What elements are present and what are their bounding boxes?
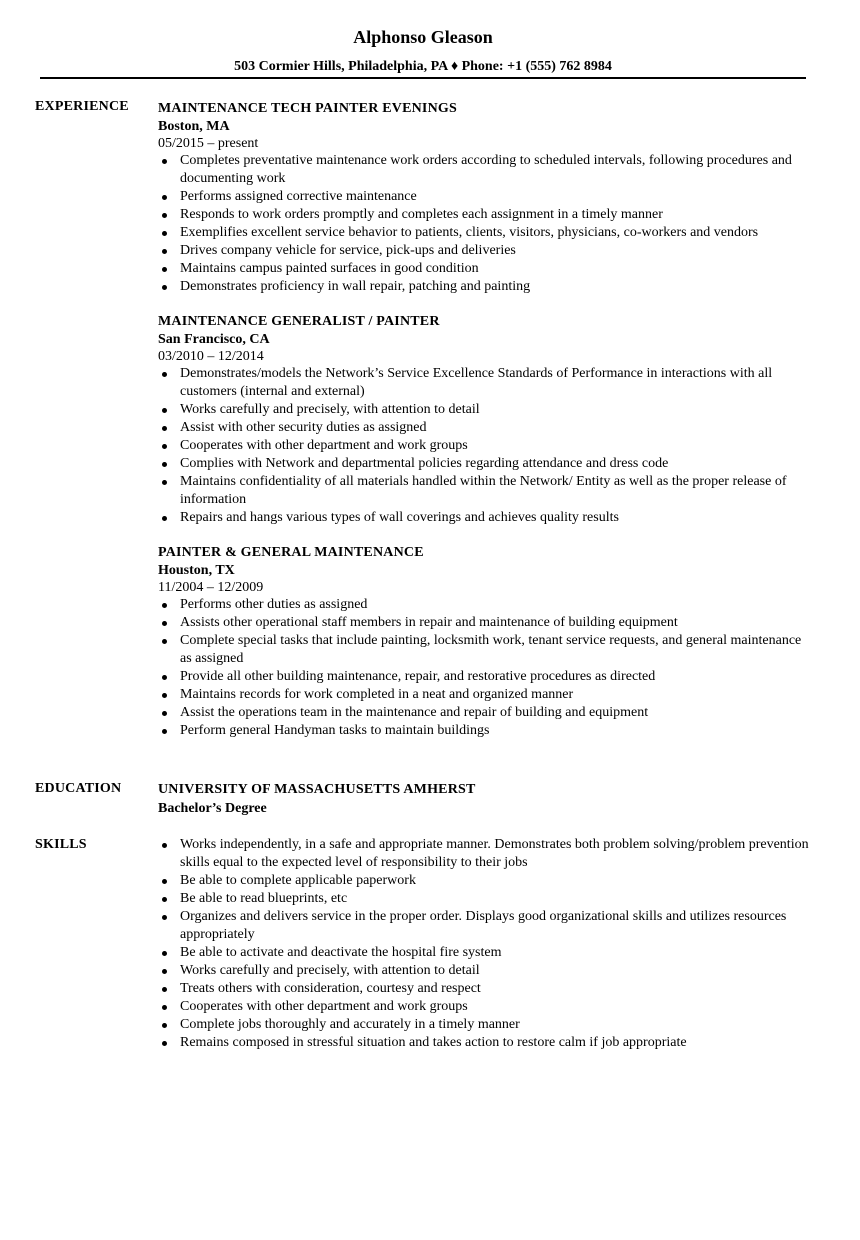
skill-text: Be able to activate and deactivate the hospital fire system — [180, 945, 502, 960]
duty-item — [158, 206, 810, 224]
job-title: MAINTENANCE TECH PAINTER EVENINGS — [158, 101, 457, 116]
duty-text: Demonstrates/models the Network’s Service Excellence Standards of Performance in interactions with all customers (internal and external) — [180, 366, 773, 399]
skill-item — [158, 980, 810, 998]
education-heading: EDUCATION — [35, 781, 122, 796]
duty-text: Complies with Network and departmental policies regarding attendance and dress code — [180, 456, 669, 471]
job-title: MAINTENANCE GENERALIST / PAINTER — [158, 314, 440, 329]
duty-text: Responds to work orders promptly and completes each assignment in a timely manner — [180, 207, 663, 222]
duty-text: Maintains confidentiality of all materials handled within the Network/ Entity as well as the proper release of information — [180, 474, 787, 507]
duty-text: Works carefully and precisely, with attention to detail — [180, 402, 480, 417]
bullet-icon — [162, 480, 167, 485]
header-divider — [40, 77, 806, 79]
experience-heading: EXPERIENCE — [35, 99, 129, 114]
duty-text: Performs assigned corrective maintenance — [180, 189, 417, 204]
bullet-icon — [162, 969, 167, 974]
job-dates: 05/2015 – present — [158, 136, 259, 151]
bullet-icon — [162, 408, 167, 413]
duty-item — [158, 365, 810, 401]
bullet-icon — [162, 231, 167, 236]
duty-item — [158, 437, 810, 455]
duty-text: Provide all other building maintenance, repair, and restorative procedures as directed — [180, 669, 656, 684]
bullet-icon — [162, 621, 167, 626]
skill-item — [158, 890, 810, 908]
bullet-icon — [162, 711, 167, 716]
skill-text: Treats others with consideration, courtesy and respect — [180, 981, 481, 996]
job-location: Boston, MA — [158, 119, 230, 134]
duty-text: Drives company vehicle for service, pick-ups and deliveries — [180, 243, 516, 258]
degree: Bachelor’s Degree — [158, 801, 267, 816]
skill-text: Remains composed in stressful situation and takes action to restore calm if job appropriate — [180, 1035, 687, 1050]
bullet-icon — [162, 1041, 167, 1046]
bullet-icon — [162, 195, 167, 200]
skills-section — [158, 836, 810, 1052]
duty-item — [158, 260, 810, 278]
skill-text: Works carefully and precisely, with attention to detail — [180, 963, 480, 978]
duty-item — [158, 473, 810, 509]
skill-item — [158, 872, 810, 890]
duty-item — [158, 509, 810, 527]
bullet-icon — [162, 159, 167, 164]
bullet-icon — [162, 879, 167, 884]
skill-item — [158, 1034, 810, 1052]
duty-text: Assist the operations team in the maintenance and repair of building and equipment — [180, 705, 649, 720]
skill-text: Complete jobs thoroughly and accurately in a timely manner — [180, 1017, 520, 1032]
skill-item — [158, 1016, 810, 1034]
bullet-icon — [162, 1005, 167, 1010]
job-location: San Francisco, CA — [158, 332, 270, 347]
experience-section — [158, 100, 810, 757]
bullet-icon — [162, 213, 167, 218]
job-dates: 11/2004 – 12/2009 — [158, 580, 264, 595]
duty-text: Maintains campus painted surfaces in good condition — [180, 261, 479, 276]
duty-item — [158, 152, 810, 188]
skill-item — [158, 962, 810, 980]
duty-item — [158, 686, 810, 704]
bullet-icon — [162, 1023, 167, 1028]
duty-text: Assist with other security duties as assigned — [180, 420, 427, 435]
skill-item — [158, 998, 810, 1016]
bullet-icon — [162, 372, 167, 377]
duty-text: Assists other operational staff members in repair and maintenance of building equipment — [180, 615, 678, 630]
school-name: UNIVERSITY OF MASSACHUSETTS AMHERST — [158, 782, 476, 797]
duty-text: Cooperates with other department and work groups — [180, 438, 468, 453]
duty-text: Maintains records for work completed in a neat and organized manner — [180, 687, 574, 702]
bullet-icon — [162, 267, 167, 272]
duty-item — [158, 242, 810, 260]
skill-item — [158, 836, 810, 872]
bullet-icon — [162, 444, 167, 449]
job-duties — [158, 596, 810, 740]
bullet-icon — [162, 639, 167, 644]
duty-item — [158, 596, 810, 614]
bullet-icon — [162, 426, 167, 431]
duty-text: Completes preventative maintenance work orders according to scheduled intervals, following procedures and documenting work — [180, 153, 792, 186]
duty-item — [158, 419, 810, 437]
duty-item — [158, 614, 810, 632]
duty-item — [158, 632, 810, 668]
duty-item — [158, 401, 810, 419]
bullet-icon — [162, 462, 167, 467]
bullet-icon — [162, 897, 167, 902]
contact-line: 503 Cormier Hills, Philadelphia, PA ♦ Phone: +1 (555) 762 8984 — [234, 59, 612, 74]
duty-text: Repairs and hangs various types of wall coverings and achieves quality results — [180, 510, 619, 525]
skill-text: Works independently, in a safe and appropriate manner. Demonstrates both problem solving/problem prevention skills equal to the expected level of responsibility to their jobs — [180, 837, 809, 870]
duty-text: Perform general Handyman tasks to maintain buildings — [180, 723, 490, 738]
job-entry — [158, 544, 810, 740]
bullet-icon — [162, 249, 167, 254]
job-location: Houston, TX — [158, 563, 235, 578]
job-dates: 03/2010 – 12/2014 — [158, 349, 264, 364]
bullet-icon — [162, 675, 167, 680]
bullet-icon — [162, 843, 167, 848]
bullet-icon — [162, 729, 167, 734]
bullet-icon — [162, 516, 167, 521]
duty-item — [158, 455, 810, 473]
skill-text: Be able to complete applicable paperwork — [180, 873, 416, 888]
skill-item — [158, 944, 810, 962]
duty-text: Performs other duties as assigned — [180, 597, 368, 612]
bullet-icon — [162, 693, 167, 698]
duty-item — [158, 668, 810, 686]
job-entry — [158, 313, 810, 527]
skill-item — [158, 908, 810, 944]
education-section — [158, 781, 810, 819]
duty-text: Complete special tasks that include painting, locksmith work, tenant service requests, and general maintenance as assigned — [180, 633, 802, 666]
skill-text: Organizes and delivers service in the proper order. Displays good organizational skills and utilizes resources appropriately — [180, 909, 787, 942]
duty-item — [158, 224, 810, 242]
skills-list — [158, 836, 810, 1052]
skill-text: Be able to read blueprints, etc — [180, 891, 348, 906]
duty-item — [158, 722, 810, 740]
bullet-icon — [162, 987, 167, 992]
skills-heading: SKILLS — [35, 837, 87, 852]
duty-text: Exemplifies excellent service behavior to patients, clients, visitors, physicians, co-workers and vendors — [180, 225, 759, 240]
bullet-icon — [162, 285, 167, 290]
job-duties — [158, 152, 810, 296]
candidate-name: Alphonso Gleason — [353, 27, 493, 47]
duty-item — [158, 278, 810, 296]
job-entry — [158, 100, 810, 296]
job-title: PAINTER & GENERAL MAINTENANCE — [158, 545, 424, 560]
duty-item — [158, 704, 810, 722]
duty-item — [158, 188, 810, 206]
duty-text: Demonstrates proficiency in wall repair, patching and painting — [180, 279, 531, 294]
bullet-icon — [162, 915, 167, 920]
bullet-icon — [162, 603, 167, 608]
skill-text: Cooperates with other department and work groups — [180, 999, 468, 1014]
job-duties — [158, 365, 810, 527]
bullet-icon — [162, 951, 167, 956]
